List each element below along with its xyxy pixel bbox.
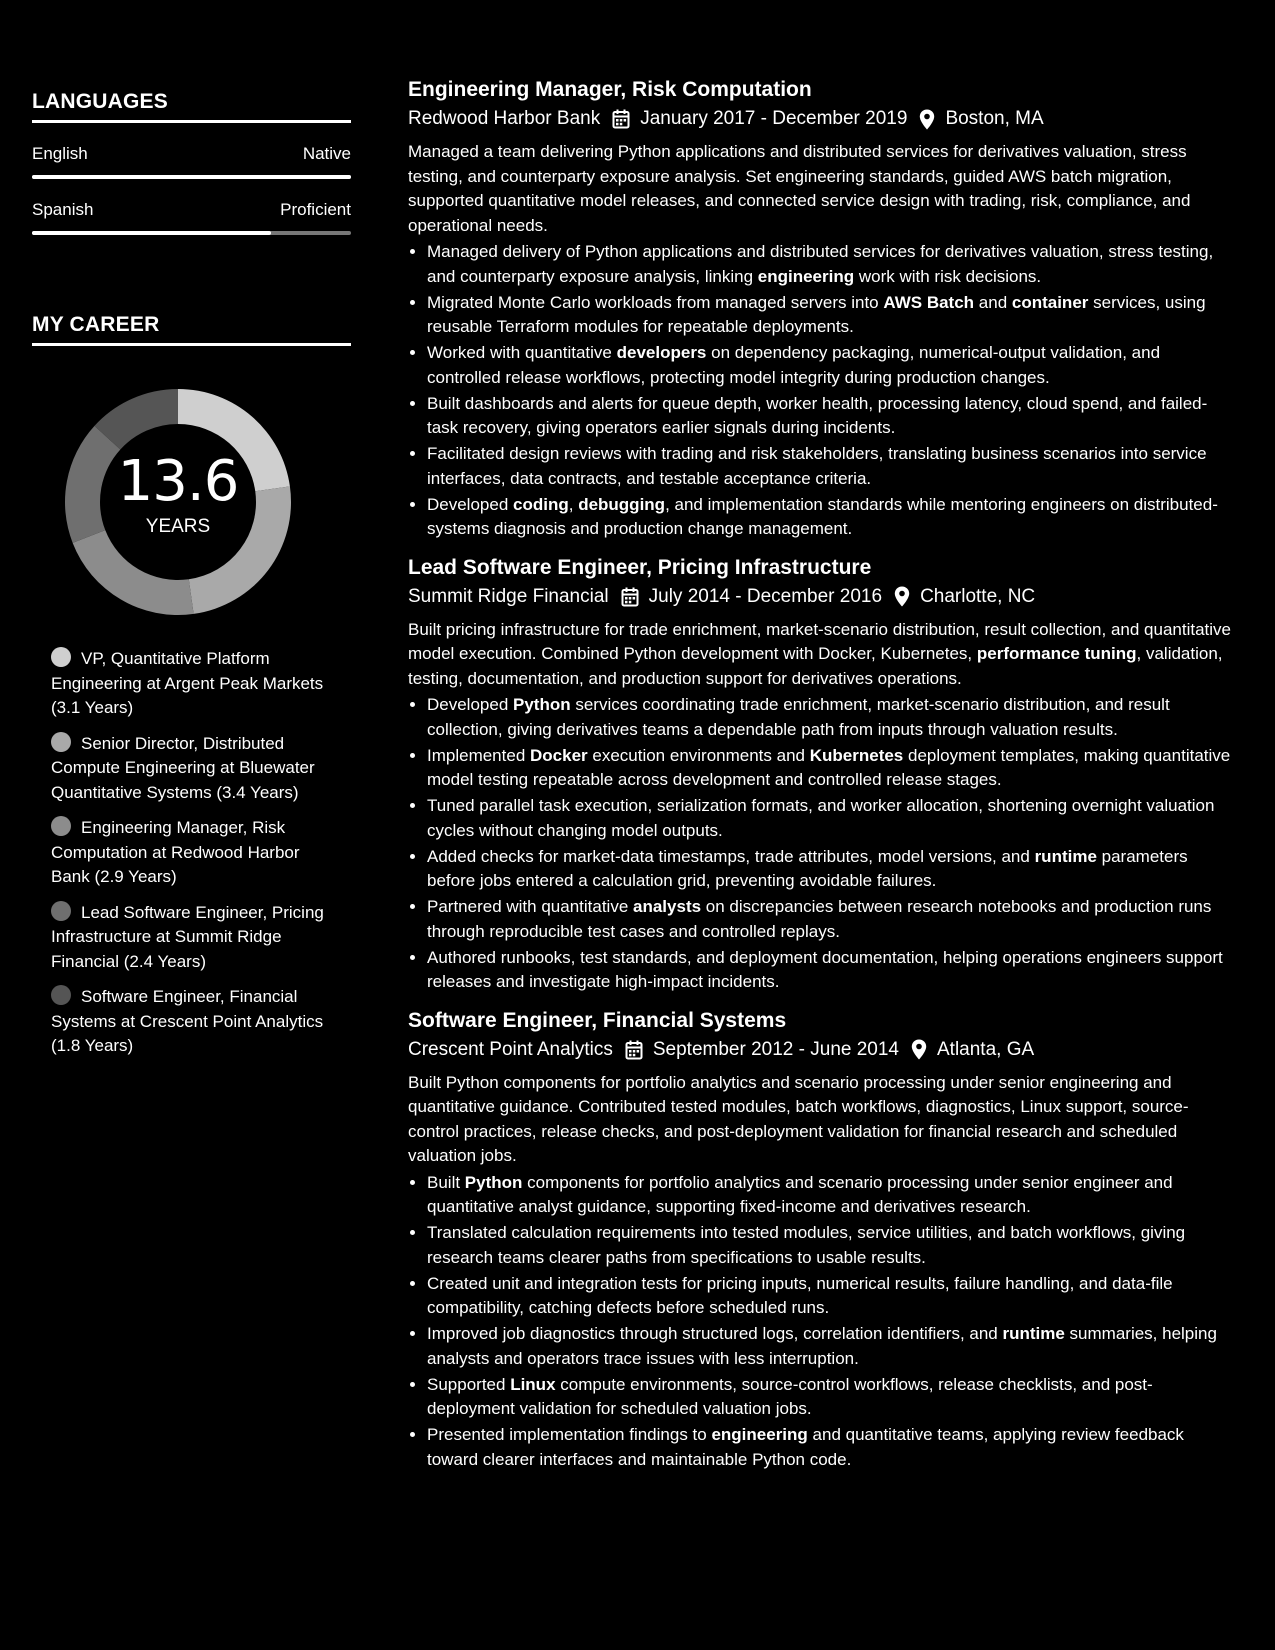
text-run: services coordinating trade enrichment, market-scenario distribution, and result collection, giving derivatives teams a dependable path from inputs through valuation results. [427, 695, 1170, 739]
text-run: on discrepancies between research notebooks and production runs through reproducible test cases and controlled replays. [427, 897, 1212, 941]
text-run: work with risk decisions. [854, 266, 1042, 286]
bullet-item [427, 240, 1238, 289]
job-entry [408, 556, 1238, 995]
emphasis-text: Docker [530, 745, 588, 765]
language-name: English [32, 144, 88, 163]
bullet-item [427, 1272, 1238, 1321]
legend-label: Engineering Manager, Risk Computation at Redwood Harbor Bank (2.9 Years) [51, 818, 300, 886]
emphasis-text: debugging [578, 494, 666, 514]
calendar-icon [612, 109, 630, 129]
bullet-item [427, 744, 1238, 793]
company-name: Crescent Point Analytics [408, 1038, 613, 1060]
emphasis-text: runtime [1002, 1324, 1065, 1343]
text-run: Supported [427, 1374, 511, 1394]
job-entry [408, 78, 1238, 542]
text-run: Tuned parallel task execution, serialization formats, and worker allocation, shortening overnight valuation cycles without changing model outputs. [427, 796, 1215, 840]
text-run: , and implementation standards while mentoring engineers on distributed-systems diagnosis and production change management. [427, 494, 1218, 538]
legend-label: Lead Software Engineer, Pricing Infrastructure at Summit Ridge Financial (2.4 Years) [51, 902, 324, 971]
career-unit: YEARS [145, 516, 211, 537]
bullet-item [427, 392, 1238, 441]
career-title: MY CAREER [32, 313, 351, 346]
legend-dot [51, 816, 71, 836]
language-bar-fill [32, 175, 351, 179]
calendar-icon [621, 587, 639, 607]
bullet-item [427, 946, 1238, 995]
map-pin-icon [911, 1039, 927, 1060]
legend-label: Senior Director, Distributed Compute Engineering at Bluewater Quantitative Systems (3.4 Years) [51, 733, 315, 802]
text-run: Developed [427, 494, 514, 514]
job-bullets [408, 1171, 1238, 1473]
sidebar [32, 90, 351, 1070]
legend-item [51, 985, 336, 1059]
bullet-item [427, 1373, 1238, 1422]
emphasis-text: runtime [1034, 846, 1097, 866]
bullet-item [427, 693, 1238, 742]
bullet-item [427, 1322, 1238, 1371]
language-name: Spanish [32, 200, 94, 219]
text-run: Authored runbooks, test standards, and deployment documentation, helping operations engineers support releases and investigate high-impact incidents. [427, 947, 1223, 991]
text-run: parameters before jobs entered a calculation grid, preventing avoidable failures. [427, 846, 1188, 890]
donut-center [63, 387, 293, 617]
text-run: and [974, 292, 1012, 312]
job-meta [408, 586, 1238, 608]
emphasis-text: Kubernetes [809, 745, 904, 765]
languages-list [32, 144, 351, 235]
bullet-item [427, 442, 1238, 491]
emphasis-text: Python [513, 695, 571, 714]
emphasis-text: developers [616, 343, 707, 362]
job-title: Software Engineer, Financial Systems [408, 1008, 787, 1032]
text-run: Implemented [427, 745, 530, 765]
map-pin-icon [919, 109, 935, 130]
job-entry [408, 1009, 1238, 1473]
text-run: Managed delivery of Python applications and distributed services for derivatives valuation, stress testing, and counterparty exposure analysis, linking [427, 242, 1214, 286]
legend-label: VP, Quantitative Platform Engineering at Argent Peak Markets (3.1 Years) [51, 649, 324, 717]
map-pin-icon [894, 586, 910, 607]
text-run: Migrated Monte Carlo workloads from managed servers into [427, 292, 884, 312]
emphasis-text: performance tuning [976, 644, 1137, 663]
job-title: Engineering Manager, Risk Computation [408, 78, 812, 101]
emphasis-text: analysts [633, 897, 702, 916]
bullet-item [427, 341, 1238, 390]
experience-section [408, 78, 1238, 1486]
bullet-item [427, 1171, 1238, 1220]
language-row [32, 144, 351, 164]
emphasis-text: engineering [711, 1425, 808, 1444]
text-run: Built [427, 1172, 465, 1192]
text-run: Improved job diagnostics through structured logs, correlation identifiers, and [427, 1324, 1003, 1343]
text-run: , validation, testing, documentation, and production support for derivatives operations. [408, 644, 1223, 688]
job-summary: Built Python components for portfolio analytics and scenario processing under senior engineering and quantitative guidance. Contributed tested modules, batch workflows, diagnostics, Linux support, source-control practices, release checks, and post-deployment validation for financial research and scheduled valuation jobs. [408, 1072, 1189, 1165]
legend-dot [51, 901, 71, 921]
text-run: Built dashboards and alerts for queue depth, worker health, processing latency, cloud spend, and failed-task recovery, giving operators earlier signals during incidents. [427, 393, 1208, 437]
bullet-item [427, 845, 1238, 894]
job-meta [408, 1039, 1238, 1061]
text-run: Translated calculation requirements into tested modules, service utilities, and batch workflows, giving research teams clearer paths from specifications to usable results. [427, 1223, 1186, 1267]
company-name: Redwood Harbor Bank [408, 108, 601, 129]
text-run: Built pricing infrastructure for trade enrichment, market-scenario distribution, result collection, and quantitative model execution. Combined Python development with Docker, Kubernetes, [408, 619, 1231, 663]
text-run: Presented implementation findings to [427, 1425, 712, 1444]
company-name: Summit Ridge Financial [408, 585, 609, 607]
text-run: Partnered with quantitative [427, 897, 634, 916]
emphasis-text: Python [464, 1172, 523, 1192]
bullet-item [427, 291, 1238, 340]
job-location: Boston, MA [945, 108, 1044, 129]
job-summary: Managed a team delivering Python applications and distributed services for derivatives valuation, stress testing, and counterparty exposure analysis. Set engineering standards, guided AWS batch migration, supported quantitative model releases, and connected service design with trading, risk, compliance, and operational needs. [408, 142, 1191, 235]
career-donut-chart [63, 387, 293, 617]
legend-label: Software Engineer, Financial Systems at Crescent Point Analytics (1.8 Years) [51, 987, 324, 1055]
job-dates: January 2017 - December 2019 [640, 108, 908, 129]
languages-title: LANGUAGES [32, 90, 351, 123]
job-title: Lead Software Engineer, Pricing Infrastructure [408, 555, 872, 579]
job-meta [408, 108, 1238, 130]
job-summary [408, 618, 1238, 692]
legend-item [51, 732, 336, 806]
text-run: summaries, helping analysts and operators trace issues with less interruption. [427, 1324, 1217, 1368]
job-location: Atlanta, GA [937, 1038, 1035, 1060]
text-run: deployment templates, making quantitative model testing repeatable across development and controlled release stages. [427, 745, 1231, 789]
emphasis-text: engineering [757, 266, 855, 286]
legend-dot [51, 985, 71, 1005]
bullet-item [427, 794, 1238, 843]
text-run: compute environments, source-control workflows, release checklists, and post-deployment validation for scheduled valuation jobs. [427, 1374, 1153, 1418]
language-row [32, 200, 351, 220]
text-run: and quantitative teams, applying review feedback toward clearer interfaces and maintainable Python code. [427, 1425, 1184, 1469]
career-legend [51, 647, 336, 1059]
career-total: 13.6 [117, 449, 239, 514]
language-bar [32, 231, 351, 235]
legend-item [51, 647, 336, 721]
emphasis-text: container [1011, 292, 1089, 312]
bullet-item [427, 1423, 1238, 1472]
text-run: , [568, 494, 579, 514]
text-run: Facilitated design reviews with trading and risk stakeholders, translating business scenarios into service interfaces, data contracts, and testable acceptance criteria. [427, 444, 1207, 488]
text-run: execution environments and [587, 745, 810, 765]
job-dates: July 2014 - December 2016 [648, 585, 883, 607]
bullet-item [427, 493, 1238, 542]
language-level: Proficient [280, 200, 351, 219]
job-bullets [408, 240, 1238, 542]
emphasis-text: AWS Batch [883, 292, 975, 312]
bullet-item [427, 895, 1238, 944]
language-bar-fill [32, 231, 271, 235]
job-dates: September 2012 - June 2014 [652, 1038, 899, 1060]
bullet-item [427, 1221, 1238, 1270]
calendar-icon [625, 1040, 643, 1060]
language-bar [32, 175, 351, 179]
emphasis-text: Linux [510, 1374, 556, 1394]
legend-dot [51, 647, 71, 667]
text-run: Worked with quantitative [427, 343, 617, 362]
legend-dot [51, 732, 71, 752]
legend-item [51, 901, 336, 975]
text-run: Created unit and integration tests for pricing inputs, numerical results, failure handling, and data-file compatibility, catching defects before scheduled runs. [427, 1273, 1173, 1317]
text-run: Added checks for market-data timestamps, trade attributes, model versions, and [427, 846, 1035, 866]
text-run: Developed [427, 695, 514, 714]
text-run: components for portfolio analytics and scenario processing under senior engineer and quantitative analyst guidance, supporting fixed-income and derivatives research. [427, 1172, 1173, 1216]
text-run: on dependency packaging, numerical-output validation, and controlled release workflows, protecting model integrity during production changes. [427, 343, 1161, 387]
legend-item [51, 816, 336, 890]
emphasis-text: coding [513, 494, 569, 514]
job-location: Charlotte, NC [920, 585, 1036, 607]
job-bullets [408, 693, 1238, 995]
language-level: Native [302, 144, 351, 163]
text-run: services, using reusable Terraform modules for repeatable deployments. [427, 292, 1206, 336]
